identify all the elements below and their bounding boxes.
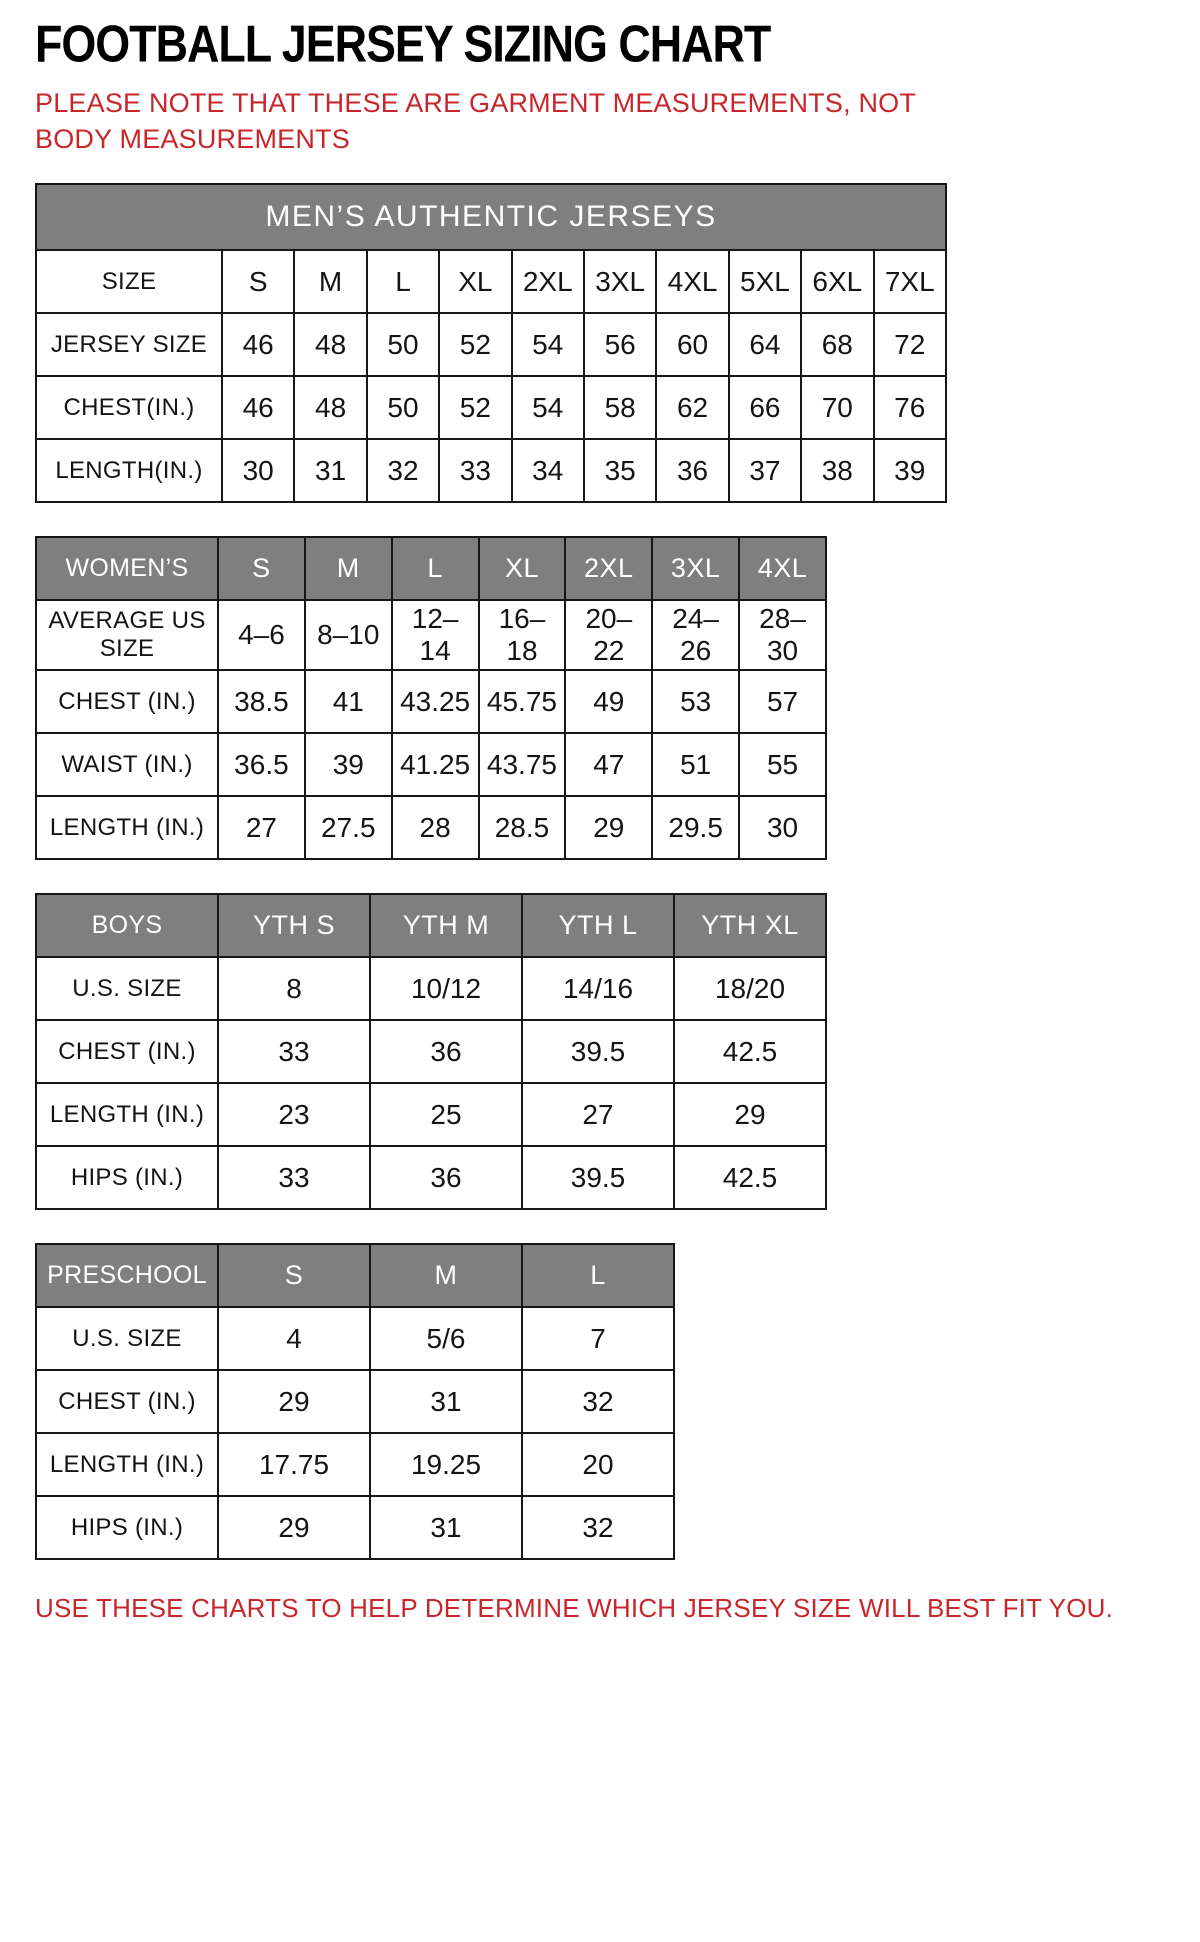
table-row: [36, 376, 946, 439]
size-value-cell: 20–22: [565, 600, 652, 670]
size-value-cell: 27: [522, 1083, 674, 1146]
size-value-cell: 48: [294, 313, 366, 376]
size-value-cell: 29: [218, 1370, 370, 1433]
column-header: 2XL: [565, 537, 652, 600]
size-value-cell: 60: [656, 313, 728, 376]
size-value-cell: 18/20: [674, 957, 826, 1020]
size-value-cell: 33: [218, 1020, 370, 1083]
size-value-cell: 49: [565, 670, 652, 733]
size-value-cell: 76: [874, 376, 946, 439]
size-value-cell: 39.5: [522, 1146, 674, 1209]
row-label: WAIST (IN.): [36, 733, 218, 796]
size-value-cell: 29: [218, 1496, 370, 1559]
column-header: 4XL: [739, 537, 826, 600]
size-value-cell: 16–18: [479, 600, 566, 670]
size-value-cell: 37: [729, 439, 801, 502]
table-banner: MEN’S AUTHENTIC JERSEYS: [36, 184, 946, 250]
size-value-cell: 51: [652, 733, 739, 796]
table-title-cell: PRESCHOOL: [36, 1244, 218, 1307]
table-row: [36, 957, 826, 1020]
size-value-cell: 28: [392, 796, 479, 859]
fit-advice-note: USE THESE CHARTS TO HELP DETERMINE WHICH JERSEY SIZE WILL BEST FIT YOU.: [35, 1593, 1114, 1624]
table-row: [36, 1020, 826, 1083]
column-header: L: [392, 537, 479, 600]
garment-measurement-note: PLEASE NOTE THAT THESE ARE GARMENT MEASUREMENTS, NOT BODY MEASUREMENTS: [35, 88, 916, 154]
column-header: L: [522, 1244, 674, 1307]
row-label: HIPS (IN.): [36, 1496, 218, 1559]
row-label: CHEST(IN.): [36, 376, 222, 439]
table-row: [36, 670, 826, 733]
size-value-cell: 32: [367, 439, 439, 502]
table-row: [36, 439, 946, 502]
size-value-cell: 39: [874, 439, 946, 502]
size-value-cell: 52: [439, 313, 511, 376]
size-value-cell: 39.5: [522, 1020, 674, 1083]
womens-jerseys-table: [35, 536, 827, 860]
size-value-cell: 27.5: [305, 796, 392, 859]
row-label: LENGTH(IN.): [36, 439, 222, 502]
row-label: SIZE: [36, 250, 222, 313]
size-value-cell: 31: [370, 1370, 522, 1433]
size-value-cell: 29: [565, 796, 652, 859]
table-row: [36, 796, 826, 859]
row-label: LENGTH (IN.): [36, 796, 218, 859]
size-value-cell: 31: [370, 1496, 522, 1559]
table-row: [36, 1083, 826, 1146]
size-value-cell: 7XL: [874, 250, 946, 313]
size-value-cell: 6XL: [801, 250, 873, 313]
size-value-cell: 48: [294, 376, 366, 439]
row-label: JERSEY SIZE: [36, 313, 222, 376]
table-row: [36, 600, 826, 670]
size-value-cell: 41.25: [392, 733, 479, 796]
size-value-cell: 50: [367, 313, 439, 376]
table-row: [36, 1146, 826, 1209]
column-header: M: [305, 537, 392, 600]
table-row: [36, 1307, 674, 1370]
row-label: CHEST (IN.): [36, 1370, 218, 1433]
size-value-cell: 8: [218, 957, 370, 1020]
column-header: S: [218, 1244, 370, 1307]
size-value-cell: 31: [294, 439, 366, 502]
table-row: [36, 313, 946, 376]
size-value-cell: 23: [218, 1083, 370, 1146]
size-value-cell: 7: [522, 1307, 674, 1370]
size-value-cell: 46: [222, 313, 294, 376]
size-value-cell: 28–30: [739, 600, 826, 670]
size-value-cell: 56: [584, 313, 656, 376]
column-header: S: [218, 537, 305, 600]
womens-table-section: [35, 536, 1170, 860]
size-value-cell: 17.75: [218, 1433, 370, 1496]
table-row: [36, 1496, 674, 1559]
size-value-cell: 46: [222, 376, 294, 439]
column-header: 3XL: [652, 537, 739, 600]
size-value-cell: 14/16: [522, 957, 674, 1020]
size-value-cell: 33: [218, 1146, 370, 1209]
size-value-cell: 19.25: [370, 1433, 522, 1496]
row-label: LENGTH (IN.): [36, 1083, 218, 1146]
column-header: M: [370, 1244, 522, 1307]
size-value-cell: 52: [439, 376, 511, 439]
size-value-cell: 72: [874, 313, 946, 376]
size-value-cell: 24–26: [652, 600, 739, 670]
size-value-cell: 47: [565, 733, 652, 796]
table-row: [36, 250, 946, 313]
row-label: CHEST (IN.): [36, 1020, 218, 1083]
size-value-cell: 36.5: [218, 733, 305, 796]
boys-jerseys-table: [35, 893, 827, 1210]
size-value-cell: 4: [218, 1307, 370, 1370]
size-value-cell: 53: [652, 670, 739, 733]
size-value-cell: 66: [729, 376, 801, 439]
size-value-cell: L: [367, 250, 439, 313]
table-title-cell: BOYS: [36, 894, 218, 957]
size-value-cell: 32: [522, 1496, 674, 1559]
size-value-cell: 55: [739, 733, 826, 796]
column-header: XL: [479, 537, 566, 600]
page-title: FOOTBALL JERSEY SIZING CHART: [35, 15, 771, 74]
size-value-cell: 68: [801, 313, 873, 376]
size-value-cell: 28.5: [479, 796, 566, 859]
size-value-cell: 25: [370, 1083, 522, 1146]
size-value-cell: 39: [305, 733, 392, 796]
size-value-cell: 42.5: [674, 1146, 826, 1209]
size-value-cell: 29: [674, 1083, 826, 1146]
size-value-cell: 12–14: [392, 600, 479, 670]
row-label: LENGTH (IN.): [36, 1433, 218, 1496]
table-row: [36, 1433, 674, 1496]
size-value-cell: 33: [439, 439, 511, 502]
size-value-cell: 32: [522, 1370, 674, 1433]
size-value-cell: 3XL: [584, 250, 656, 313]
size-value-cell: S: [222, 250, 294, 313]
preschool-table-section: [35, 1243, 1170, 1560]
row-label: CHEST (IN.): [36, 670, 218, 733]
column-header: YTH L: [522, 894, 674, 957]
size-value-cell: 70: [801, 376, 873, 439]
row-label: U.S. SIZE: [36, 957, 218, 1020]
size-value-cell: 8–10: [305, 600, 392, 670]
size-value-cell: 34: [512, 439, 584, 502]
table-row: [36, 1370, 674, 1433]
row-label: U.S. SIZE: [36, 1307, 218, 1370]
row-label: HIPS (IN.): [36, 1146, 218, 1209]
size-value-cell: 54: [512, 313, 584, 376]
size-value-cell: 30: [222, 439, 294, 502]
size-value-cell: 5/6: [370, 1307, 522, 1370]
size-value-cell: 10/12: [370, 957, 522, 1020]
table-row: [36, 733, 826, 796]
mens-authentic-jerseys-table: [35, 183, 947, 503]
size-value-cell: 29.5: [652, 796, 739, 859]
boys-table-section: [35, 893, 1170, 1210]
size-value-cell: 57: [739, 670, 826, 733]
size-value-cell: 36: [370, 1020, 522, 1083]
column-header: YTH M: [370, 894, 522, 957]
size-value-cell: 30: [739, 796, 826, 859]
size-value-cell: 36: [656, 439, 728, 502]
column-header: YTH XL: [674, 894, 826, 957]
size-value-cell: 42.5: [674, 1020, 826, 1083]
size-value-cell: 50: [367, 376, 439, 439]
size-value-cell: XL: [439, 250, 511, 313]
size-value-cell: 45.75: [479, 670, 566, 733]
size-value-cell: 38: [801, 439, 873, 502]
size-value-cell: 5XL: [729, 250, 801, 313]
row-label: AVERAGE US SIZE: [36, 600, 218, 670]
size-value-cell: 2XL: [512, 250, 584, 313]
size-value-cell: 43.25: [392, 670, 479, 733]
size-value-cell: 41: [305, 670, 392, 733]
size-value-cell: 20: [522, 1433, 674, 1496]
size-value-cell: M: [294, 250, 366, 313]
size-value-cell: 62: [656, 376, 728, 439]
size-value-cell: 64: [729, 313, 801, 376]
size-value-cell: 36: [370, 1146, 522, 1209]
size-value-cell: 4XL: [656, 250, 728, 313]
column-header: YTH S: [218, 894, 370, 957]
size-value-cell: 43.75: [479, 733, 566, 796]
size-value-cell: 4–6: [218, 600, 305, 670]
size-value-cell: 58: [584, 376, 656, 439]
size-value-cell: 54: [512, 376, 584, 439]
size-value-cell: 38.5: [218, 670, 305, 733]
table-title-cell: WOMEN’S: [36, 537, 218, 600]
size-value-cell: 35: [584, 439, 656, 502]
mens-table-section: [35, 183, 1170, 503]
preschool-jerseys-table: [35, 1243, 675, 1560]
size-value-cell: 27: [218, 796, 305, 859]
